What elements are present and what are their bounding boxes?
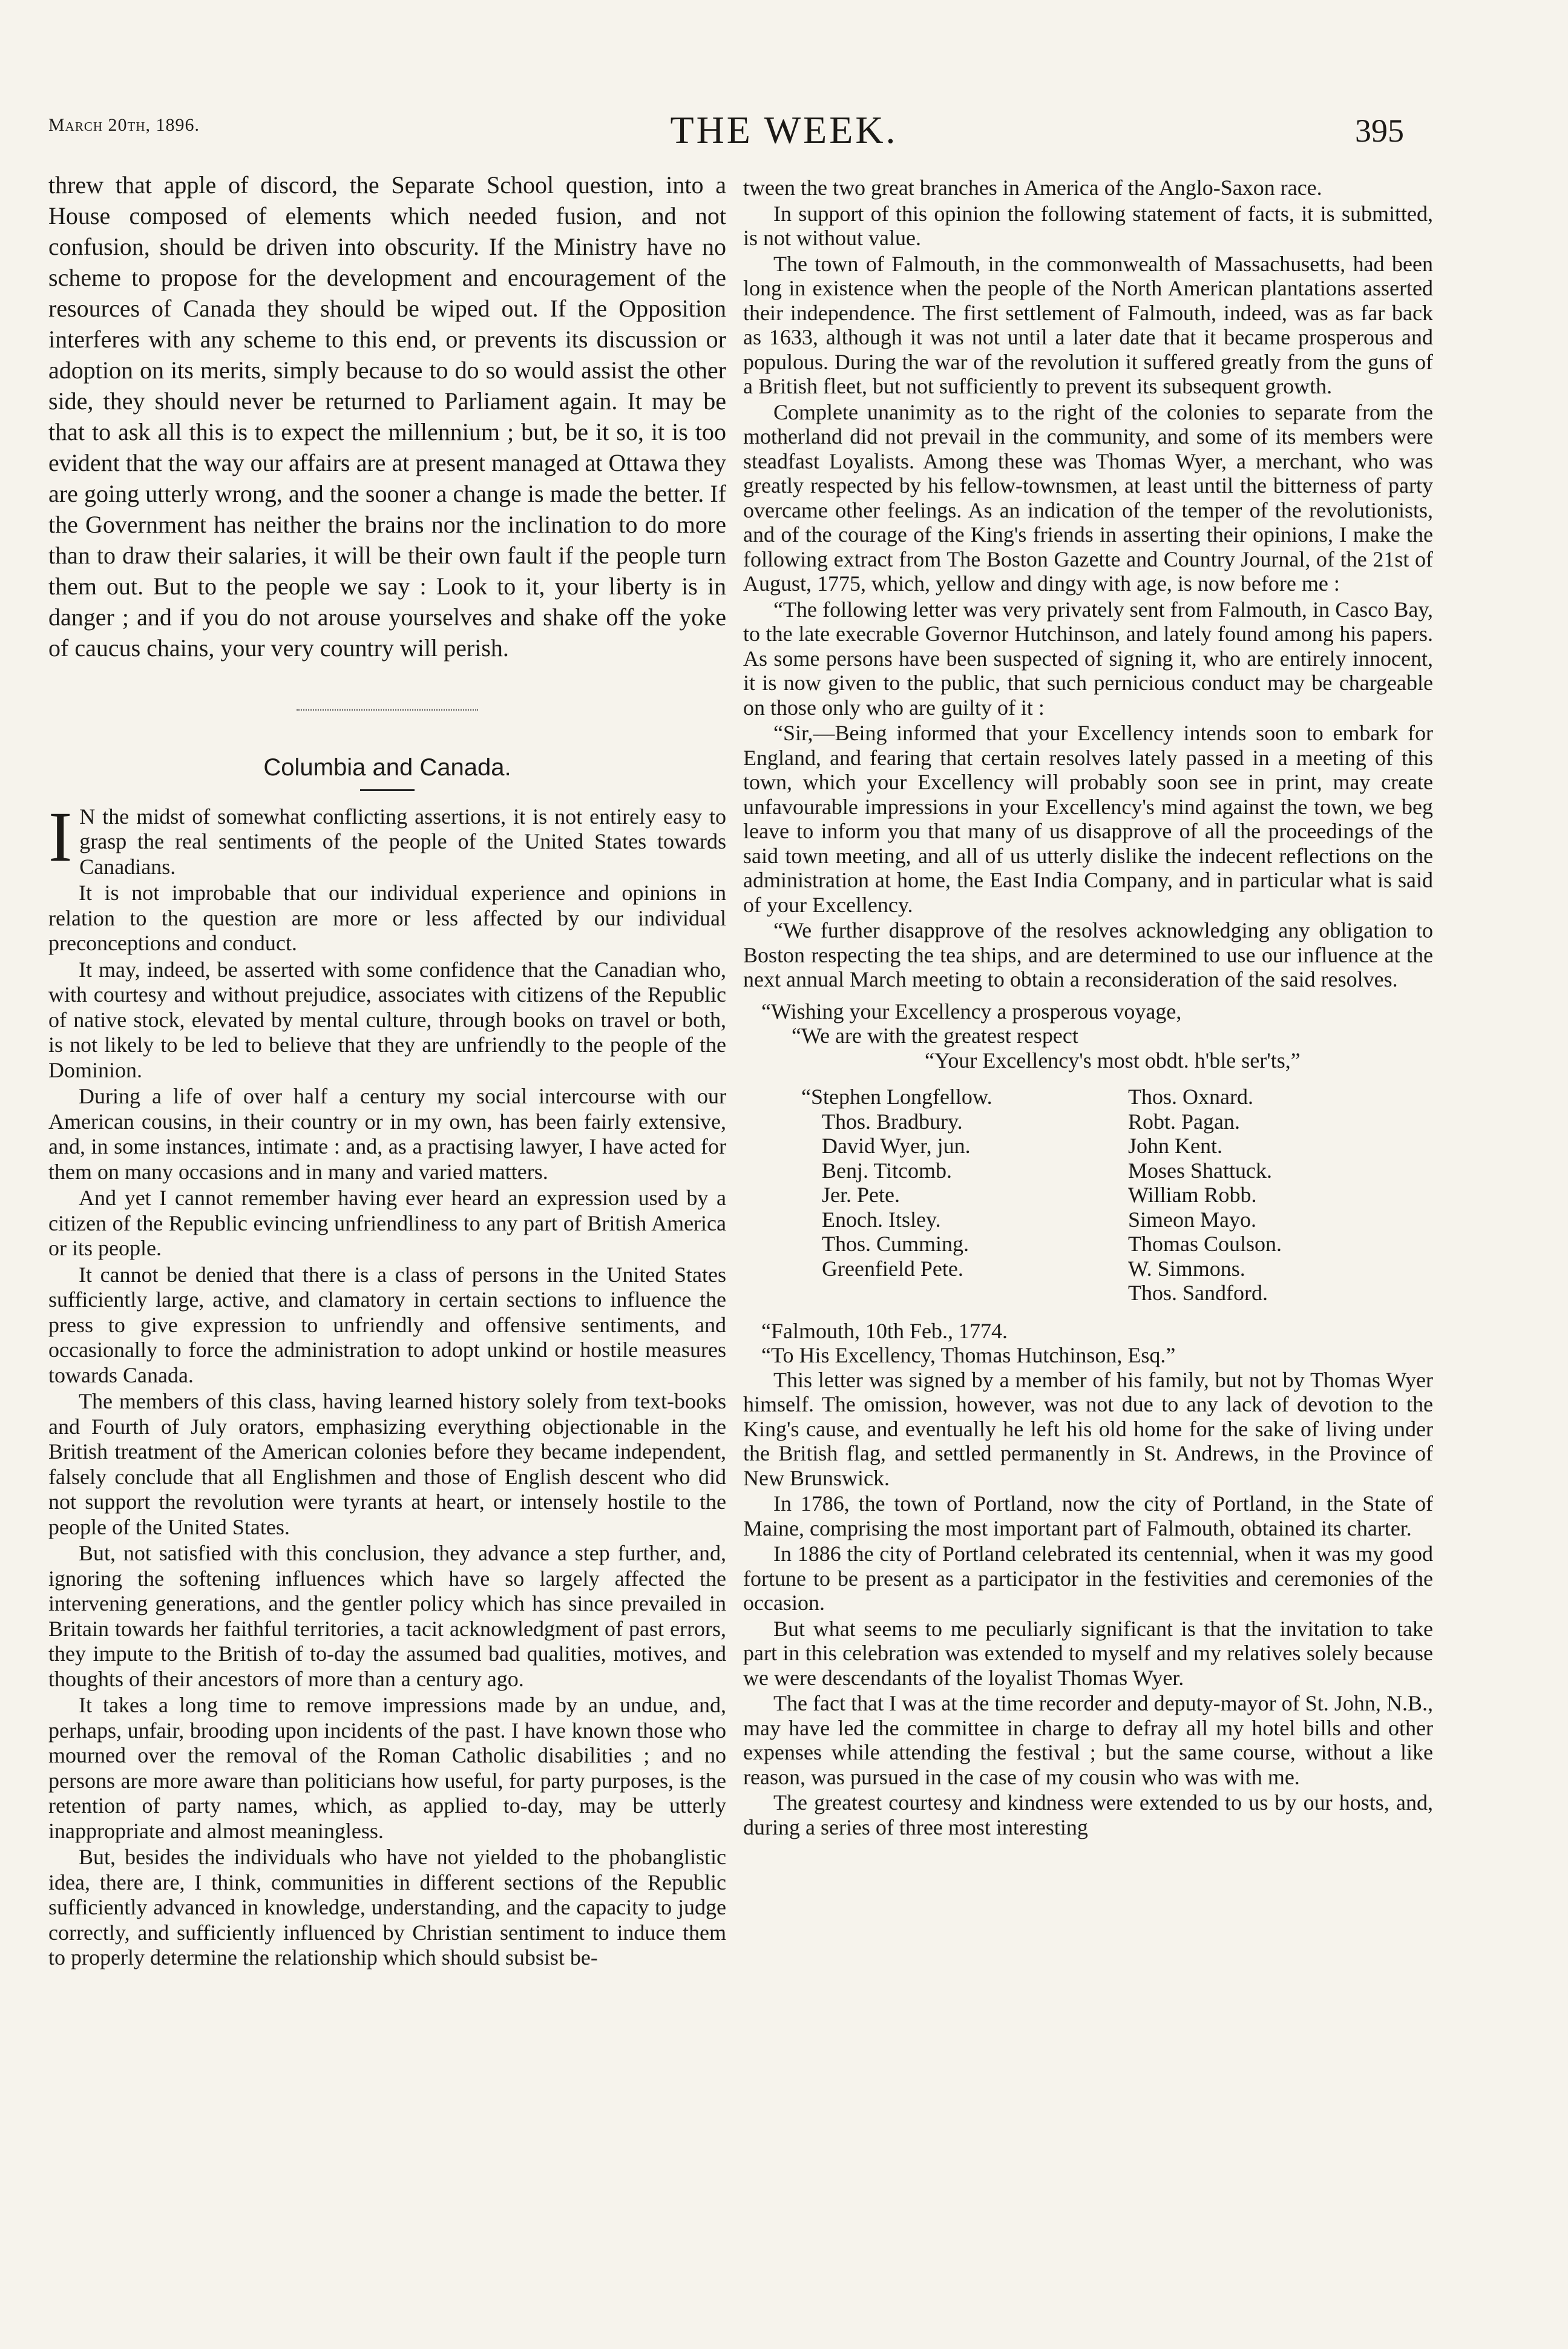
continued-editorial bbox=[48, 169, 726, 663]
signatory: Thos. Cumming. bbox=[822, 1232, 969, 1256]
signatory: Greenfield Pete. bbox=[822, 1256, 963, 1281]
signatory: Simeon Mayo. bbox=[1128, 1207, 1256, 1232]
signatory: W. Simmons. bbox=[1128, 1256, 1245, 1281]
right-column bbox=[743, 176, 1433, 1841]
article-paragraph: But, besides the individuals who have not yielded to the phobanglistic idea, there are, I think, communities in different sections of the Republic sufficiently advanced in knowledge, understanding, and the capacity to judge correctly, and sufficiently influenced by Christian sentiment to induce them to properly determine the relationship which should subsist be- bbox=[48, 1845, 726, 1970]
article-paragraph: The members of this class, having learned history solely from text-books and Fourth of July orators, emphasizing everything objectionable in the British treatment of the American colonies before they became independent, falsely conclude that all Englishmen and those of English descent who did not support the revolution were tyrants at heart, or intensely hostile to the people of the United States. bbox=[48, 1389, 726, 1539]
left-column bbox=[48, 169, 726, 1972]
article-paragraph: In 1786, the town of Portland, now the city of Portland, in the State of Maine, comprising the most important part of Falmouth, obtained its charter. bbox=[743, 1491, 1433, 1540]
signatory: Moses Shattuck. bbox=[1128, 1158, 1272, 1183]
signatory: Thos. Bradbury. bbox=[822, 1109, 963, 1134]
signatories bbox=[801, 1085, 1433, 1306]
closing-line: “We are with the greatest respect bbox=[792, 1023, 1078, 1048]
signatory: Enoch. Itsley. bbox=[822, 1207, 941, 1232]
letter-paragraph: “Sir,—Being informed that your Excellency intends soon to embark for England, and fearing that certain resolves lately passed in a meeting of this town, which your Excellency will probably soon see in print, may create unfavourable impressions in your Excellency's mind against the town, we beg leave to inform you that many of us disapprove of all the proceedings of the said town meeting, and all of us utterly dislike the indecent reflections on the administration at home, the East India Company, and in particular what is said of your Excellency. bbox=[743, 721, 1433, 917]
article-paragraph: Complete unanimity as to the right of the colonies to separate from the motherland did not prevail in the community, and some of its members were steadfast Loyalists. Among these was Thomas Wyer, a merchant, who was greatly respected by his fellow-townsmen, at least until the bitterness of party overcame other feelings. As an indication of the temper of the revolutionists, and of the courage of the King's friends in asserting their opinions, I make the following extract from The Boston Gazette and Country Journal, of the 21st of August, 1775, which, yellow and dingy with age, is now before me : bbox=[743, 399, 1433, 596]
signatory: David Wyer, jun. bbox=[822, 1134, 971, 1158]
article-paragraph: During a life of over half a century my social intercourse with our American cousins, in their country or in my own, has been fairly extensive, and, in some instances, intimate : and, as a practising lawyer, I have acted for them on many occasions and in many and varied matters. bbox=[48, 1084, 726, 1184]
article-paragraph: The fact that I was at the time recorder and deputy-mayor of St. John, N.B., may have led the committee in charge to defray all my hotel bills and other expenses while attending the festival ; but the same course, without a like reason, was pursued in the case of my cousin who was with me. bbox=[743, 1691, 1433, 1789]
drop-cap: I bbox=[48, 797, 73, 876]
signatory: Thos. Sandford. bbox=[1128, 1281, 1268, 1305]
signatory: William Robb. bbox=[1128, 1183, 1257, 1207]
issue-date: March 20th, 1896. bbox=[48, 115, 200, 135]
letter-closing bbox=[743, 999, 1433, 1073]
signatory: Thos. Oxnard. bbox=[1128, 1085, 1253, 1109]
article-paragraph: In 1886 the city of Portland celebrated its centennial, when it was my good fortune to be present as a participator in the festivities and ceremonies of the occasion. bbox=[743, 1542, 1433, 1615]
signatories-left bbox=[801, 1085, 1128, 1306]
article-paragraph: It is not improbable that our individual experience and opinions in relation to the question are more or less affected by our individual preconceptions and conduct. bbox=[48, 881, 726, 955]
signatory: John Kent. bbox=[1128, 1134, 1222, 1158]
article-paragraph: It cannot be denied that there is a class of persons in the United States sufficiently large, active, and clamatory in certain sections to influence the press to give expression to unfriendly and offensive sentiments, and occasionally to force the administration to adopt unkind or hostile measures towards Canada. bbox=[48, 1262, 726, 1387]
signatory: Robt. Pagan. bbox=[1128, 1109, 1240, 1134]
article-paragraph: But what seems to me peculiarly significant is that the invitation to take part in this celebration was extended to myself and my relatives solely because we were descendants of the loyalist Thomas Wyer. bbox=[743, 1616, 1433, 1690]
closing-line: “Your Excellency's most obdt. h'ble ser'ts,” bbox=[925, 1048, 1301, 1073]
article-paragraph: It takes a long time to remove impressions made by an undue, and, perhaps, unfair, brooding upon incidents of the past. I have known those who mourned over the removal of the Roman Catholic disabilities ; and no persons are more aware than politicians how useful, for party purposes, is the retention of party names, which, as applied to-day, may be utterly inappropriate and almost meaningless. bbox=[48, 1693, 726, 1843]
signatory: Benj. Titcomb. bbox=[822, 1158, 953, 1183]
article-paragraph: This letter was signed by a member of his family, but not by Thomas Wyer himself. The omission, however, was not due to any lack of devotion to the King's cause, and eventually he left his old home for the sake of living under the British flag, and settled permanently in St. Andrews, in the Province of New Brunswick. bbox=[743, 1367, 1433, 1490]
signatory: “Stephen Longfellow. bbox=[801, 1085, 992, 1109]
signatory: Thomas Coulson. bbox=[1128, 1232, 1282, 1256]
article-paragraph: In support of this opinion the following statement of facts, it is submitted, is not without value. bbox=[743, 201, 1433, 250]
title-rule bbox=[360, 789, 415, 791]
signatories-right bbox=[1128, 1085, 1282, 1306]
closing-line: “Wishing your Excellency a prosperous voyage, bbox=[761, 999, 1182, 1023]
article-paragraph: tween the two great branches in America of the Anglo-Saxon race. bbox=[743, 176, 1322, 200]
dateline-place: “Falmouth, 10th Feb., 1774. bbox=[761, 1318, 1008, 1343]
masthead-title: THE WEEK. bbox=[670, 108, 898, 151]
quoted-paragraph: “The following letter was very privately sent from Falmouth, in Casco Bay, to the late execrable Governor Hutchinson, and lately found among his papers. As some persons have been suspected of signing it, who are entirely innocent, it is now given to the public, that such pernicious conduct may be chargeable on those only who are guilty of it : bbox=[743, 597, 1433, 720]
section-divider bbox=[297, 709, 478, 711]
article-paragraph: But, not satisfied with this conclusion, they advance a step further, and, ignoring the softening influences which have so largely affected the intervening generations, and the gentler policy which has since prevailed in Britain towards her faithful territories, a tacit acknowledgment of past errors, they impute to the British of to-day the assumed bad qualities, motives, and thoughts of their ancestors of more than a century ago. bbox=[48, 1541, 726, 1691]
article-paragraph: I N the midst of somewhat conflicting assertions, it is not entirely easy to grasp the real sentiments of the people of the United States towards Canadians. bbox=[48, 797, 726, 879]
dateline-addressee: “To His Excellency, Thomas Hutchinson, Esq.” bbox=[761, 1343, 1176, 1367]
article-paragraph: The greatest courtesy and kindness were extended to us by our hosts, and, during a series of three most interesting bbox=[743, 1790, 1433, 1839]
article-paragraph: The town of Falmouth, in the commonwealth of Massachusetts, had been long in existence when the people of the North American plantations asserted their independence. The first settlement of Falmouth, indeed, was as far back as 1633, although it was not until a later date that it became prosperous and populous. During the war of the revolution it suffered greatly from the guns of a British fleet, but not sufficiently to prevent its subsequent growth. bbox=[743, 251, 1433, 398]
letter-paragraph: “We further disapprove of the resolves acknowledging any obligation to Boston respecting the tea ships, and are determined to use our influence at the next annual March meeting to obtain a reconsideration of the said resolves. bbox=[743, 918, 1433, 991]
article-title: Columbia and Canada. bbox=[263, 754, 511, 781]
article-paragraph: And yet I cannot remember having ever heard an expression used by a citizen of the Republic evincing unfriendliness to any part of British America or its people. bbox=[48, 1186, 726, 1260]
page-number: 395 bbox=[1355, 113, 1404, 149]
article-paragraph: It may, indeed, be asserted with some confidence that the Canadian who, with courtesy and without prejudice, associates with citizens of the Republic of native stock, elevated by mental culture, through books on travel or both, is not likely to be led to believe that they are unfriendly to the people of the Dominion. bbox=[48, 957, 726, 1082]
letter-dateline bbox=[761, 1319, 1433, 1368]
editorial-paragraph: threw that apple of discord, the Separate School question, into a House composed of elements which needed fusion, and not confusion, should be driven into obscurity. If the Ministry have no scheme to propose for the development and encouragement of the resources of Canada they should be wiped out. If the Opposition interferes with any scheme to this end, or prevents its discussion or adoption on its merits, simply because to do so would assist the other side, they should never be returned to Parliament again. It may be that to ask all this is to expect the millennium ; but, be it so, it is too evident that the way our affairs are at present managed at Ottawa they are going utterly wrong, and the sooner a change is made the better. If the Government has neither the brains nor the inclination to do more than to draw their salaries, it will be their own fault if the people turn them out. But to the people we say : Look to it, your liberty is in danger ; and if you do not arouse yourselves and shake off the yoke of caucus chains, your very country will perish. bbox=[48, 171, 726, 662]
signatory: Jer. Pete. bbox=[822, 1183, 900, 1207]
